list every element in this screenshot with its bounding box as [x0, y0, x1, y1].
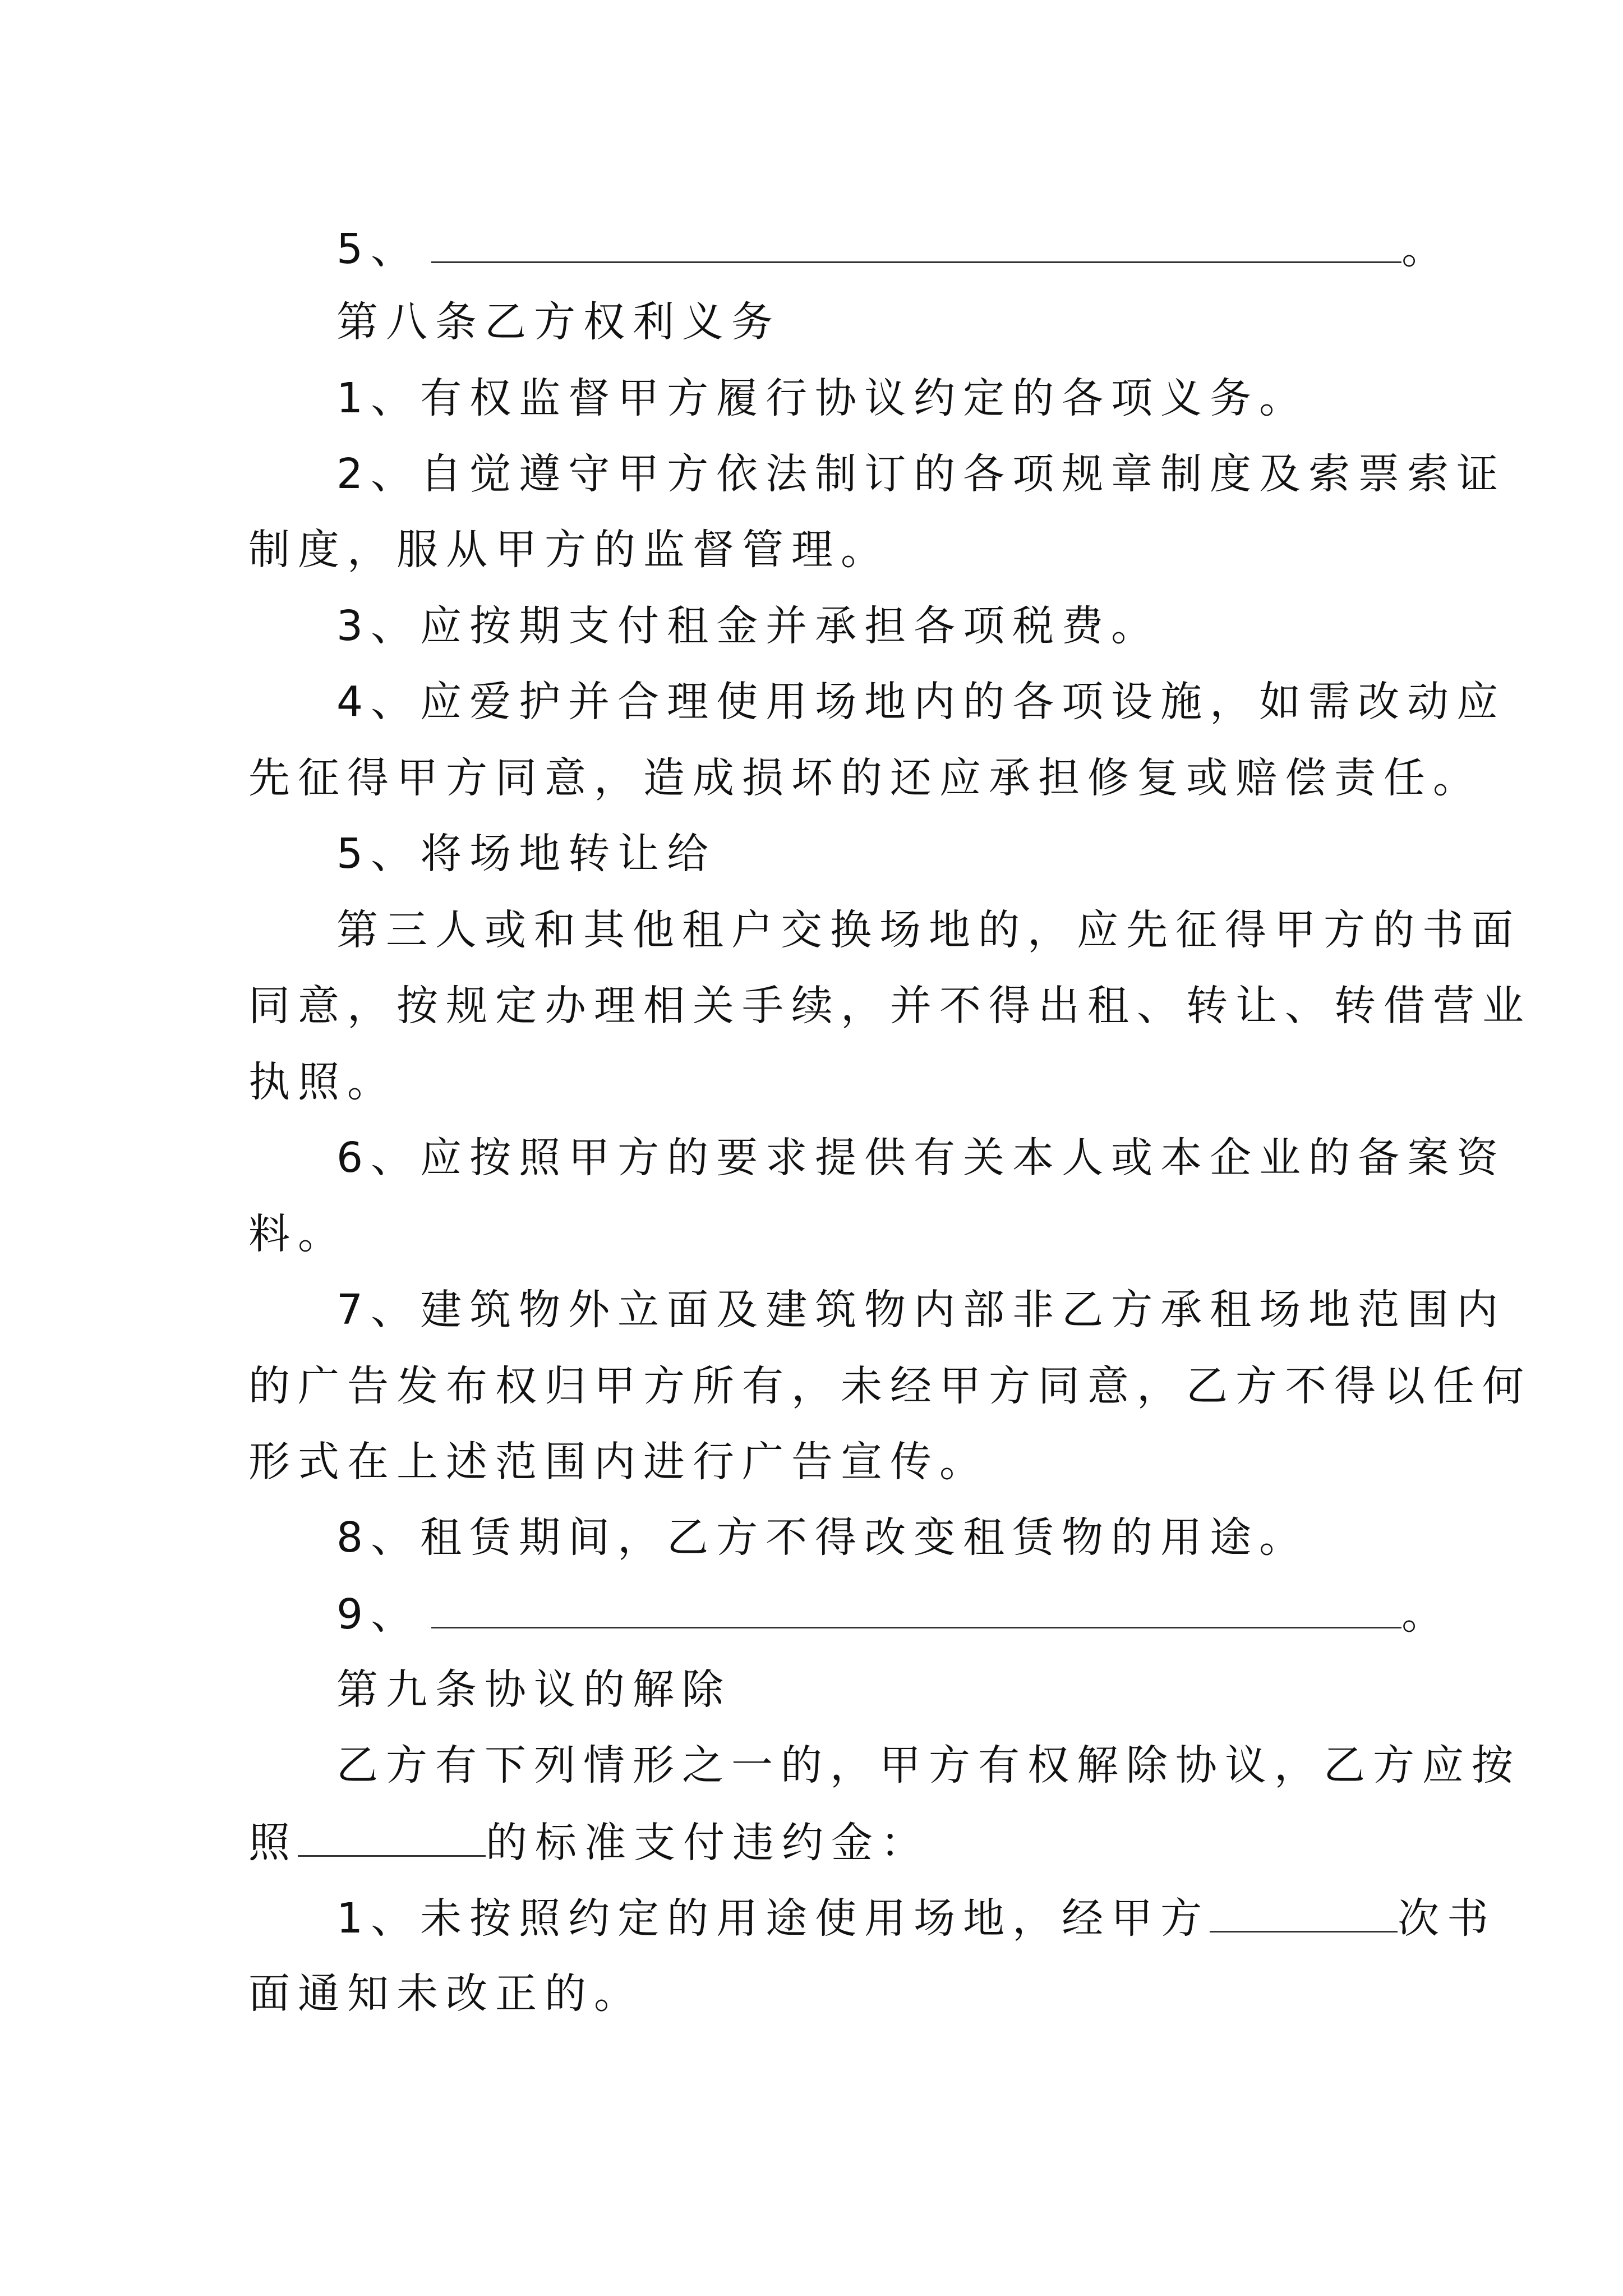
- clause-8-item-2: 2、自觉遵守甲方依法制订的各项规章制度及索票索证: [336, 450, 1506, 498]
- text-before-blank: 照: [248, 1819, 298, 1867]
- clause-8-item-7-cont: 形式在上述范围内进行广告宣传。: [248, 1438, 989, 1486]
- clause-8-item-9: [336, 1585, 1451, 1642]
- clause-8-item-6-cont: 料。: [248, 1210, 347, 1258]
- fill-in-blank: [298, 1814, 486, 1857]
- clause-8-item-5-cont: 执照。: [248, 1058, 396, 1106]
- line-end-mark: 。: [1401, 1590, 1451, 1639]
- clause-9-intro-cont: [248, 1814, 930, 1871]
- clause-8-heading: 第八条乙方权利义务: [336, 298, 781, 346]
- fill-in-blank: [431, 1585, 1401, 1628]
- clause-8-item-7: 7、建筑物外立面及建筑物内部非乙方承租场地范围内: [336, 1286, 1506, 1334]
- clause-8-item-2-cont: 制度，服从甲方的监督管理。: [248, 526, 890, 574]
- clause-8-item-4-cont: 先征得甲方同意，造成损坏的还应承担修复或赔偿责任。: [248, 754, 1482, 802]
- clause-8-item-6: 6、应按照甲方的要求提供有关本人或本企业的备案资: [336, 1134, 1506, 1182]
- clause-9-item-1-cont: 面通知未改正的。: [248, 1970, 643, 2018]
- clause-8-item-8: 8、租赁期间，乙方不得改变租赁物的用途。: [336, 1513, 1309, 1562]
- clause-8-item-5-cont: 第三人或和其他租户交换场地的，应先征得甲方的书面: [336, 906, 1521, 954]
- fill-in-blank: [431, 220, 1401, 263]
- item-number: 5、: [336, 225, 421, 273]
- clause-9-heading: 第九条协议的解除: [336, 1665, 731, 1714]
- line-end-mark: 。: [1401, 225, 1451, 273]
- clause-9-item-1: [336, 1889, 1496, 1947]
- clause-8-item-5: 5、将场地转让给: [336, 830, 717, 878]
- clause-8-item-1: 1、有权监督甲方履行协议约定的各项义务。: [336, 374, 1309, 422]
- text-after-blank: 的标准支付违约金：: [486, 1819, 930, 1867]
- clause-8-item-4: 4、应爱护并合理使用场地内的各项设施，如需改动应: [336, 678, 1506, 726]
- text-before-blank: 1、未按照约定的用途使用场地，经甲方: [336, 1894, 1210, 1943]
- text-after-blank: 次书: [1398, 1894, 1497, 1943]
- clause-8-item-5-cont: 同意，按规定办理相关手续，并不得出租、转让、转借营业: [248, 982, 1532, 1030]
- fill-in-blank: [1210, 1889, 1398, 1932]
- clause-8-item-7-cont: 的广告发布权归甲方所有，未经甲方同意，乙方不得以任何: [248, 1362, 1532, 1410]
- item-number: 9、: [336, 1590, 421, 1639]
- clause-8-item-3: 3、应按期支付租金并承担各项税费。: [336, 602, 1161, 650]
- clause-7-item-5: [336, 220, 1451, 277]
- clause-9-intro: 乙方有下列情形之一的，甲方有权解除协议，乙方应按: [336, 1741, 1521, 1789]
